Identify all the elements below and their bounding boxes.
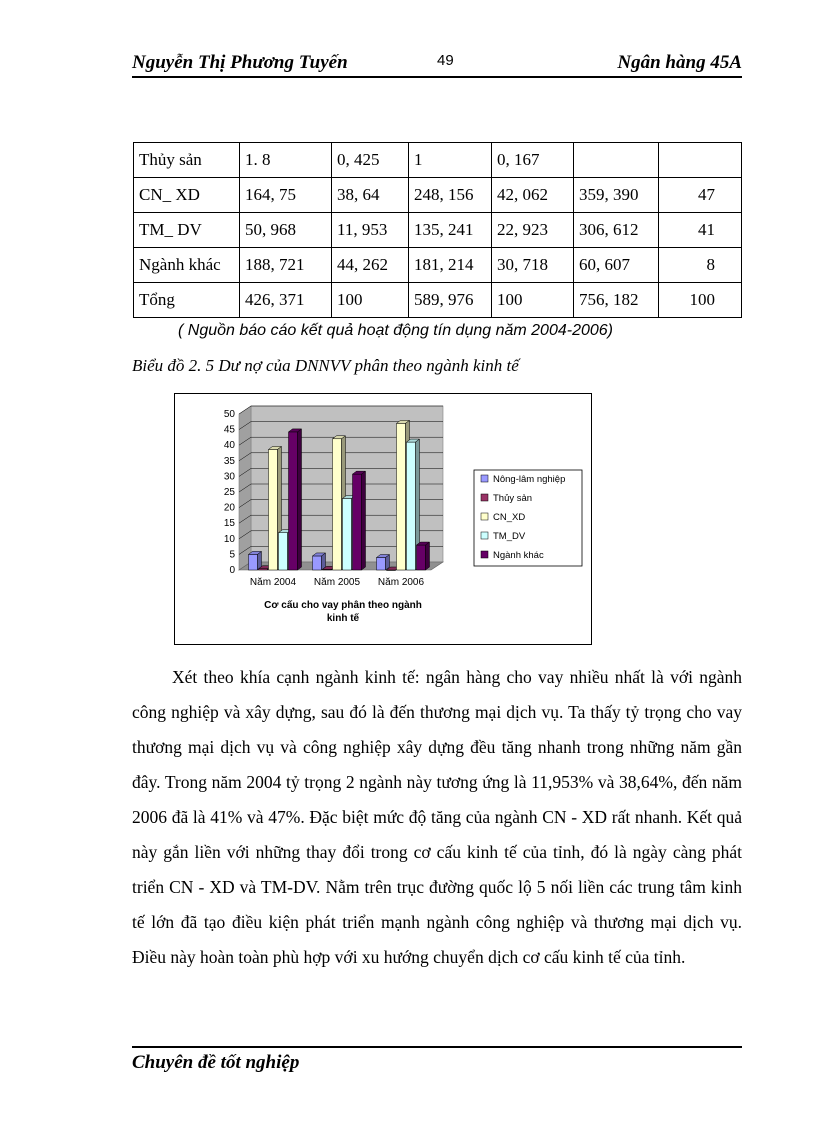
source-note: ( Nguồn báo cáo kết quả hoạt động tín dụng năm 2004-2006)	[178, 322, 613, 339]
legend-label: TM_DV	[493, 531, 526, 542]
bar	[417, 545, 426, 570]
table-cell: 11, 953	[332, 213, 409, 248]
table-cell: 100	[659, 283, 742, 318]
table-cell: 181, 214	[409, 248, 492, 283]
table-cell: 306, 612	[574, 213, 659, 248]
author-name: Nguyễn Thị Phương Tuyến	[132, 52, 348, 73]
table-row	[134, 283, 742, 318]
x-tick-label: Năm 2005	[313, 577, 361, 588]
table-cell: 359, 390	[574, 178, 659, 213]
bar	[377, 558, 386, 570]
y-tick-label: 5	[229, 549, 235, 561]
table-cell	[574, 143, 659, 178]
table-cell: 60, 607	[574, 248, 659, 283]
table-cell: 44, 262	[332, 248, 409, 283]
row-label-cell: Tổng	[134, 283, 240, 318]
chart-caption: Biểu đồ 2. 5 Dư nợ của DNNVV phân theo ngành kinh tế	[132, 356, 519, 375]
y-tick-label: 20	[223, 502, 235, 514]
table-row	[134, 248, 742, 283]
row-label-cell: Ngành khác	[134, 248, 240, 283]
table-cell: 0, 425	[332, 143, 409, 178]
y-tick-label: 45	[223, 424, 235, 436]
body-paragraph	[132, 660, 742, 975]
table-cell: 22, 923	[492, 213, 574, 248]
table-cell: 30, 718	[492, 248, 574, 283]
page-footer	[132, 1046, 742, 1074]
legend-swatch	[481, 475, 488, 482]
bar-side	[298, 429, 302, 570]
x-tick-label: Năm 2006	[377, 577, 425, 588]
table-cell: 1. 8	[240, 143, 332, 178]
y-tick-label: 30	[223, 471, 235, 483]
legend-swatch	[481, 551, 488, 558]
table-cell: 50, 968	[240, 213, 332, 248]
x-tick-label: Năm 2004	[249, 577, 297, 588]
bar	[333, 439, 342, 570]
bar-side	[386, 555, 390, 570]
table-cell: 756, 182	[574, 283, 659, 318]
page-header	[132, 50, 742, 78]
y-tick-label: 15	[223, 518, 235, 530]
table-cell: 188, 721	[240, 248, 332, 283]
y-tick-label: 35	[223, 455, 235, 467]
legend-label: Thủy sản	[493, 493, 533, 504]
department-name: Ngân hàng 45A	[617, 52, 742, 73]
table-cell: 0, 167	[492, 143, 574, 178]
bar	[343, 498, 352, 570]
legend-label: CN_XD	[493, 512, 526, 523]
loan-structure-chart	[174, 393, 592, 645]
table-cell: 248, 156	[409, 178, 492, 213]
legend-label: Nông-lâm nghiệp	[493, 474, 566, 485]
chart-svg	[175, 394, 591, 644]
bar	[279, 533, 288, 570]
bar-side	[362, 471, 366, 570]
loan-structure-table	[133, 142, 742, 318]
bar	[249, 554, 258, 570]
bar	[289, 432, 298, 570]
table-cell: 41	[659, 213, 742, 248]
y-tick-label: 10	[223, 533, 235, 545]
chart-title-line: kinh tế	[326, 613, 360, 624]
table-cell: 135, 241	[409, 213, 492, 248]
bar	[353, 474, 362, 570]
bar	[397, 423, 406, 570]
table-cell: 1	[409, 143, 492, 178]
legend-label: Ngành khác	[493, 550, 544, 561]
table-cell: 426, 371	[240, 283, 332, 318]
table-cell	[659, 143, 742, 178]
table-row	[134, 143, 742, 178]
table-cell: 47	[659, 178, 742, 213]
table-cell: 100	[332, 283, 409, 318]
bar-side	[426, 542, 430, 570]
table-row	[134, 178, 742, 213]
chart-title-line: Cơ cấu cho vay phân theo ngành	[264, 600, 422, 611]
legend-swatch	[481, 494, 488, 501]
table-cell: 589, 976	[409, 283, 492, 318]
y-tick-label: 25	[223, 487, 235, 498]
table-cell: 100	[492, 283, 574, 318]
table-cell: 164, 75	[240, 178, 332, 213]
legend-swatch	[481, 513, 488, 520]
bar	[313, 556, 322, 570]
bar	[407, 442, 416, 570]
row-label-cell: TM_ DV	[134, 213, 240, 248]
footer-text: Chuyên đề tốt nghiệp	[132, 1052, 300, 1073]
y-tick-label: 50	[223, 409, 235, 420]
legend-swatch	[481, 532, 488, 539]
y-tick-label: 40	[223, 440, 235, 452]
table-row	[134, 213, 742, 248]
table-cell: 8	[659, 248, 742, 283]
table-cell: 42, 062	[492, 178, 574, 213]
bar	[269, 449, 278, 570]
row-label-cell: Thủy sản	[134, 143, 240, 178]
table-cell: 38, 64	[332, 178, 409, 213]
row-label-cell: CN_ XD	[134, 178, 240, 213]
paragraph-text: Xét theo khía cạnh ngành kinh tế: ngân hàng cho vay nhiều nhất là với ngành công nghiệp và xây dựng, sau đó là đến thương mại dịch vụ. Ta thấy tỷ trọng cho vay thương mại dịch vụ và công nghiệp xây dựng đều tăng nhanh trong những năm gần đây. Trong năm 2004 tỷ trọng 2 ngành này tương ứng là 11,953% và 38,64%, đến năm 2006 đã là 41% và 47%. Đặc biệt mức độ tăng của ngành CN - XD rất nhanh. Kết quả này gắn liền với những thay đổi trong cơ cấu kinh tế của tỉnh, đó là ngày càng phát triển CN - XD và TM-DV. Nằm trên trục đường quốc lộ 5 nối liền các trung tâm kinh tế lớn đã tạo điều kiện phát triển mạnh ngành công nghiệp và thương mại dịch vụ. Điều này hoàn toàn phù hợp với xu hướng chuyển dịch cơ cấu kinh tế của tỉnh.	[132, 667, 742, 967]
page-number: 49	[437, 52, 454, 69]
y-tick-label: 0	[229, 565, 235, 576]
